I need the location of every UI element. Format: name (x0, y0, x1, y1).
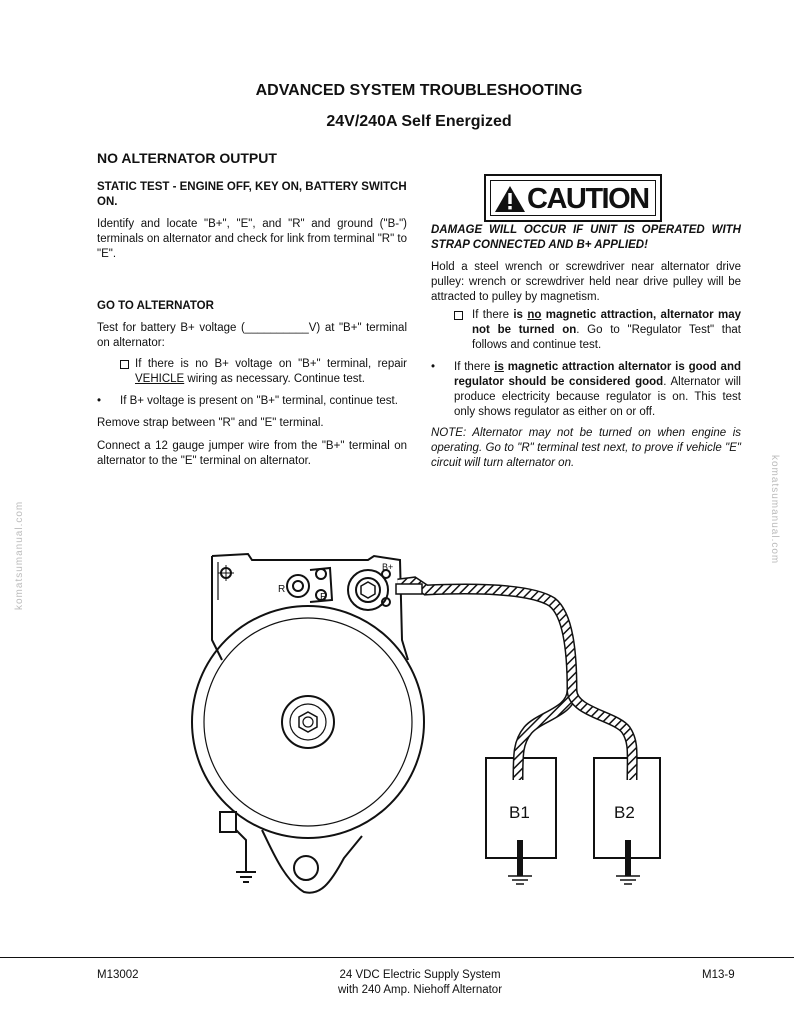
watermark-right: komatsumanual.com (769, 455, 780, 565)
battery-b1-label: B1 (509, 803, 530, 822)
static-test-heading: STATIC TEST - ENGINE OFF, KEY ON, BATTERY SWITCH ON. (97, 181, 407, 208)
caution-warning-text: DAMAGE WILL OCCUR IF UNIT IS OPERATED WITH STRAP CONNECTED AND B+ APPLIED! (431, 224, 741, 251)
bullet-dot-icon: • (97, 395, 102, 407)
footer-rule (0, 957, 794, 958)
checkbox-icon (120, 360, 129, 369)
terminal-bplus-label: B+ (382, 562, 394, 572)
bullet-no-attraction: If there is no magnetic attraction, alternator may not be turned on. Go to "Regulator Test" that follows and continue test. (431, 308, 741, 353)
bullet-attraction: • If there is magnetic attraction alternator is good and regulator should be considered good. Alternator will produce electricity because regulator is on. This test only shows regulator as either on or off. (431, 361, 741, 418)
section-title: NO ALTERNATOR OUTPUT (97, 150, 277, 166)
battery-b2-label: B2 (614, 803, 635, 822)
footer-title: 24 VDC Electric Supply System with 240 Amp. Niehoff Alternator (337, 969, 503, 996)
caution-label: CAUTION (527, 183, 649, 215)
bullet-voltage-present: • If B+ voltage is present on "B+" terminal, continue test. (97, 395, 398, 407)
test-text: Test for battery B+ voltage (__________V) at "B+" terminal on alternator: (97, 322, 407, 349)
footer-page-number: M13-9 (702, 969, 735, 981)
page-title: ADVANCED SYSTEM TROUBLESHOOTING (255, 82, 583, 99)
static-test-text: Identify and locate "B+", "E", and "R" and ground ("B-") terminals on alternator and check for link from terminal "R" to "E". (97, 218, 407, 260)
connect-jumper-text: Connect a 12 gauge jumper wire from the "B+" terminal on alternator to the "E" terminal on alternator. (97, 440, 407, 467)
checkbox-icon (454, 311, 463, 320)
bullet-no-voltage: If there is no B+ voltage on "B+" terminal, repair VEHICLE wiring as necessary. Continue test. (97, 357, 407, 387)
note-text: NOTE: Alternator may not be turned on when engine is operating. Go to "R" terminal test next, to prove if vehicle "E" circuit will turn alternator on. (431, 427, 741, 469)
goto-alternator-heading: GO TO ALTERNATOR (97, 300, 214, 312)
remove-strap-text: Remove strap between "R" and "E" terminal. (97, 417, 324, 429)
hold-wrench-text: Hold a steel wrench or screwdriver near alternator drive pulley: wrench or screwdriver held near drive pulley will be attracted to pulley by magnetism. (431, 261, 741, 303)
terminal-r-label: R (278, 584, 286, 595)
page-subtitle: 24V/240A Self Energized (326, 113, 512, 130)
alternator-wiring-diagram (0, 540, 794, 910)
footer-doc-number: M13002 (97, 969, 139, 981)
caution-box (484, 174, 662, 222)
watermark-left: komatsumanual.com (14, 500, 25, 610)
left-column (97, 180, 407, 469)
bullet-dot-icon: • (431, 361, 436, 373)
terminal-e-label: E (320, 592, 327, 603)
right-column (431, 223, 741, 471)
warning-triangle-icon (494, 185, 526, 213)
